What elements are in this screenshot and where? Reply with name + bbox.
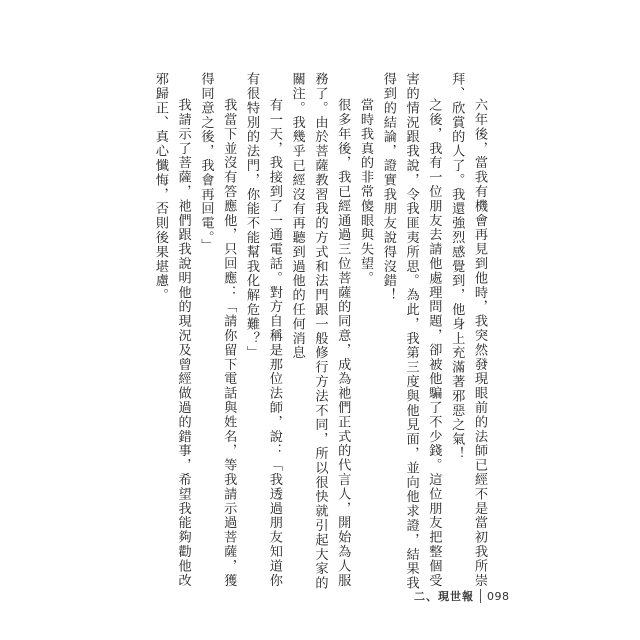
paragraph: 有一天，我接到了一通電話。對方自稱是那位法師，說：「我透過朋友知道你有很特別的法門，你能不能幫我化解危難？」: [244, 72, 282, 588]
paragraph: 我當下並沒有答應他，只回應：「請你留下電話與姓名，等我請示過菩薩，獲得同意之後，我會再回電。」: [198, 72, 237, 588]
paragraph: 之後，我有一位朋友去請他處理問題，卻被他騙了不少錢。這位朋友把整個受害的情況跟我說，令我匪夷所思。為此，我第三度與他見面，並向他求證，結果我得到的結論，證實我朋友說得沒錯！: [380, 72, 442, 591]
footer-divider: [480, 589, 481, 603]
paragraph: 當時我真的非常傻眼與失望。: [358, 98, 374, 286]
body-text: [152, 72, 490, 592]
paragraph: 我請示了菩薩，祂們跟我說明他的現況及曾經做過的錯事，希望我能夠勸他改邪歸正、真心懺悔，否則後果堪慮。: [152, 72, 191, 588]
page-footer: [414, 586, 510, 606]
running-section-title: 二、現世報: [414, 590, 474, 603]
paragraph: 很多年後，我已經通過三位菩薩的同意，成為祂們正式的代言人，開始為人服務了。由於菩薩教習我的方式和法門跟一般修行方法不同，所以很快就引起大家的關注。我幾乎已經沒有再聽到過他的任何消息: [289, 72, 351, 591]
paragraph: 六年後，當我有機會再見到他時，我突然發現眼前的法師已經不是當初我所崇拜、欣賞的人了。我還強烈感覺到，他身上充滿著邪惡之氣！: [449, 72, 487, 588]
page-number: 098: [487, 589, 510, 603]
